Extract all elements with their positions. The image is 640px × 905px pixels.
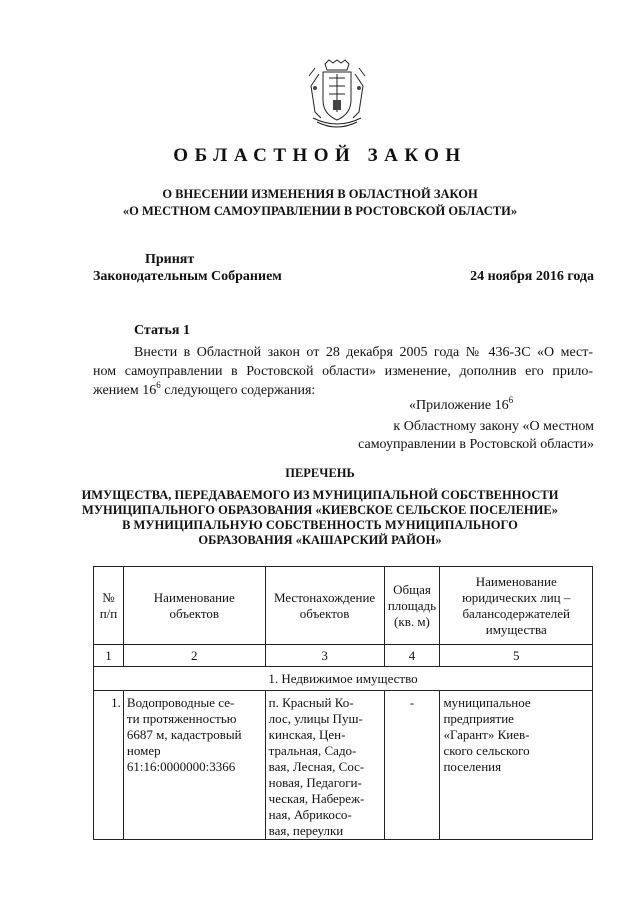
row-area: - — [384, 691, 440, 840]
article-line-1: Внести в Областной закон от 28 декабря 2005 года № 436-ЗС «О мест- — [134, 345, 593, 360]
row-name: Водопроводные се- ти протяженностью 6687 м, кадастровый номер 61:16:0000000:3366 — [123, 691, 265, 840]
section-title: 1. Недвижимое имущество — [94, 667, 593, 691]
row-holder: муниципальное предприятие «Гарант» Киев- ского сельского поселения — [440, 691, 593, 840]
appendix-title — [409, 395, 514, 414]
header-name: Наименование объектов — [123, 567, 265, 645]
column-number: 3 — [265, 645, 384, 667]
article-line-3-sup: 6 — [156, 380, 161, 390]
table-header-row — [94, 567, 593, 645]
table-row — [94, 691, 593, 840]
adopted-date: 24 ноября 2016 года — [470, 269, 594, 284]
header-num: № п/п — [94, 567, 124, 645]
list-heading-line-1: ИМУЩЕСТВА, ПЕРЕДАВАЕМОГО ИЗ МУНИЦИПАЛЬНОЙ СОБСТВЕННОСТИ — [81, 488, 559, 502]
article-heading: Статья 1 — [134, 323, 190, 338]
row-number: 1. — [94, 691, 124, 840]
column-number-row — [94, 645, 593, 667]
row-location: п. Красный Ко- лос, улицы Пуш- кинская, Цен- тральная, Садо- вая, Лесная, Сос- новая, Педагоги- ческая, Набереж- ная, Абрикосо- вая, переулки — [265, 691, 384, 840]
column-number: 5 — [440, 645, 593, 667]
header-area: Общая площадь (кв. м) — [384, 567, 440, 645]
subtitle-line-2: «О МЕСТНОМ САМОУПРАВЛЕНИИ В РОСТОВСКОЙ ОБЛАСТИ» — [122, 204, 518, 218]
column-number: 1 — [94, 645, 124, 667]
appendix-title-sup: 6 — [508, 395, 514, 405]
article-line-3 — [93, 381, 593, 400]
property-table — [93, 566, 593, 840]
coat-of-arms-emblem — [295, 56, 375, 134]
coat-of-arms-icon — [295, 56, 375, 134]
adopted-label: Принят — [145, 252, 195, 267]
appendix-line-2: самоуправлении в Ростовской области» — [358, 437, 594, 452]
adopted-by: Законодательным Собранием — [93, 269, 282, 284]
article-paragraph — [93, 343, 593, 400]
article-line-3-text: жением 16 — [93, 383, 157, 398]
list-heading-line-3: В МУНИЦИПАЛЬНУЮ СОБСТВЕННОСТЬ МУНИЦИПАЛЬНОГО — [122, 518, 518, 532]
appendix-title-text: «Приложение 16 — [409, 398, 509, 413]
subtitle-line-1: О ВНЕСЕНИИ ИЗМЕНЕНИЯ В ОБЛАСТНОЙ ЗАКОН — [162, 187, 478, 201]
list-heading-line-2: МУНИЦИПАЛЬНОГО ОБРАЗОВАНИЯ «КИЕВСКОЕ СЕЛЬСКОЕ ПОСЕЛЕНИЕ» — [82, 503, 558, 517]
article-line-3-tail: следующего содержания: — [160, 383, 316, 398]
article-line-2: ном самоуправлении в Ростовской области» изменение, дополнив его прило- — [93, 364, 593, 379]
list-title: ПЕРЕЧЕНЬ — [285, 466, 355, 480]
list-heading-line-4: ОБРАЗОВАНИЯ «КАШАРСКИЙ РАЙОН» — [198, 533, 442, 547]
document-title: ОБЛАСТНОЙ ЗАКОН — [173, 145, 467, 166]
header-holder: Наименование юридических лиц – балансодержателей имущества — [440, 567, 593, 645]
appendix-line-1: к Областному закону «О местном — [393, 419, 594, 434]
section-row — [94, 667, 593, 691]
column-number: 2 — [123, 645, 265, 667]
header-location: Местонахождение объектов — [265, 567, 384, 645]
column-number: 4 — [384, 645, 440, 667]
